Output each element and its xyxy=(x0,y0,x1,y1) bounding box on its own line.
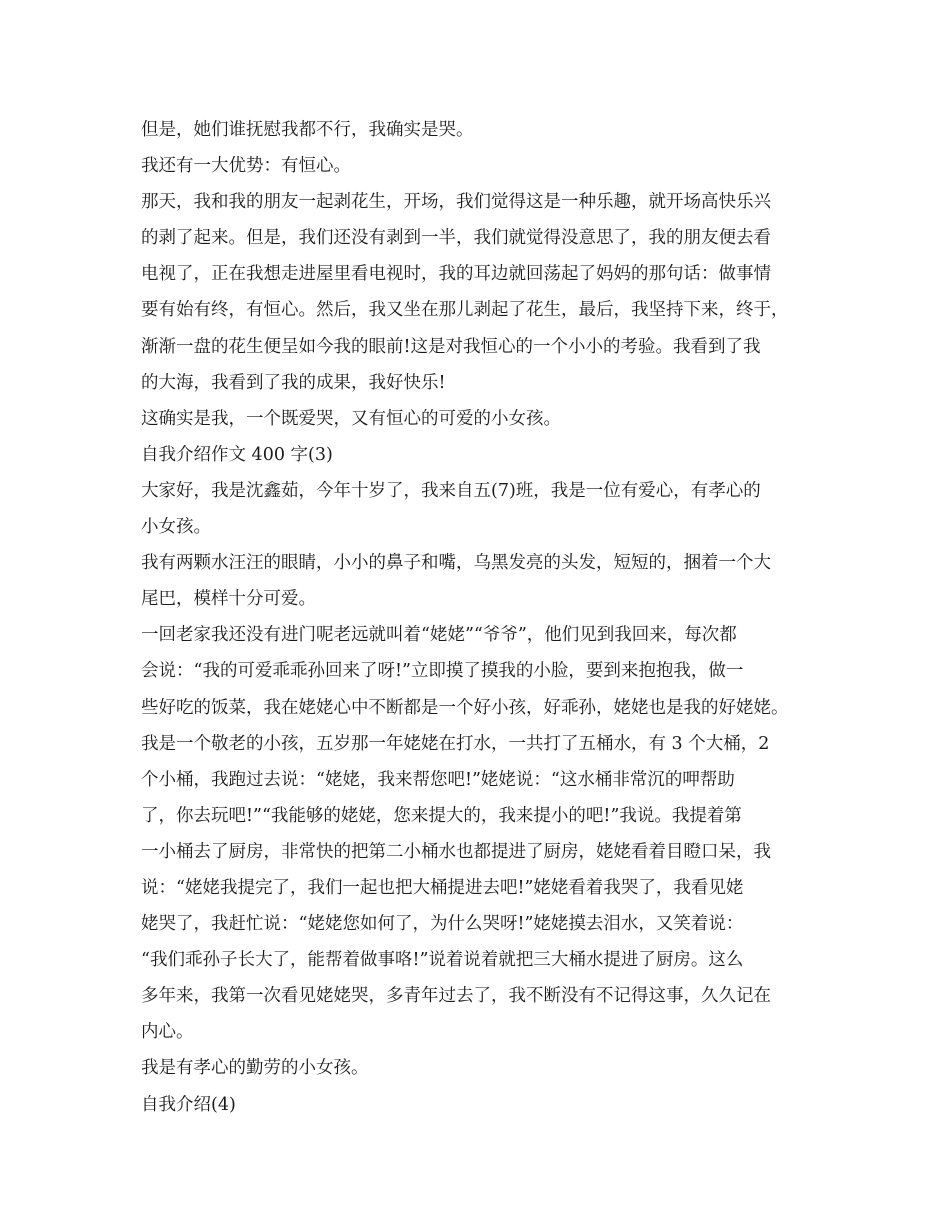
text-line: 的剥了起来。但是，我们还没有剥到一半，我们就觉得没意思了，我的朋友便去看 xyxy=(141,228,771,249)
text-line: 说：“姥姥我提完了，我们一起也把大桶提进去吧!”姥姥看着我哭了，我看见姥 xyxy=(141,877,744,898)
text-line: 会说：“我的可爱乖乖孙回来了呀!”立即摸了摸我的小脸，要到来抱抱我，做一 xyxy=(141,661,744,682)
text-line: 我是有孝心的勤劳的小女孩。 xyxy=(141,1058,369,1079)
text-line: 我是一个敬老的小孩，五岁那一年姥姥在打水，一共打了五桶水，有 3 个大桶，2 xyxy=(141,733,770,754)
text-line: 的大海，我看到了我的成果，我好快乐! xyxy=(141,372,446,393)
section-heading: 自我介绍(4) xyxy=(141,1094,236,1115)
text-line: 小女孩。 xyxy=(141,517,211,538)
text-line: 多年来，我第一次看见姥姥哭，多青年过去了，我不断没有不记得这事，久久记在 xyxy=(141,986,771,1007)
text-line: 些好吃的饭菜，我在姥姥心中不断都是一个好小孩，好乖孙，姥姥也是我的好姥姥。 xyxy=(141,697,789,718)
text-line: 电视了，正在我想走进屋里看电视时，我的耳边就回荡起了妈妈的那句话：做事情 xyxy=(141,264,771,285)
text-line: 一小桶去了厨房，非常快的把第二小桶水也都提进了厨房，姥姥看着目瞪口呆，我 xyxy=(141,841,771,862)
text-line: 姥哭了，我赶忙说：“姥姥您如何了，为什么哭呀!”姥姥摸去泪水，又笑着说： xyxy=(141,914,744,935)
text-line: 内心。 xyxy=(141,1022,194,1043)
text-line: 尾巴，模样十分可爱。 xyxy=(141,589,316,610)
text-line: 我有两颗水汪汪的眼睛，小小的鼻子和嘴，乌黑发亮的头发，短短的，捆着一个大 xyxy=(141,553,771,574)
text-line: 那天，我和我的朋友一起剥花生，开场，我们觉得这是一种乐趣，就开场高快乐兴 xyxy=(141,192,771,213)
text-line: 了，你去玩吧!”“我能够的姥姥，您来提大的，我来提小的吧!”我说。我提着第 xyxy=(141,805,742,826)
text-line: 但是，她们谁抚慰我都不行，我确实是哭。 xyxy=(141,120,474,140)
document-body xyxy=(141,112,821,1123)
section-heading: 自我介绍作文 400 字(3) xyxy=(141,444,333,465)
text-line: 个小桶，我跑过去说：“姥姥，我来帮您吧!”姥姥说：“这水桶非常沉的呷帮助 xyxy=(141,769,735,790)
text-line: 渐渐一盘的花生便呈如今我的眼前!这是对我恒心的一个小小的考验。我看到了我 xyxy=(141,336,761,357)
text-line: 我还有一大优势：有恒心。 xyxy=(141,156,351,177)
text-line: 大家好，我是沈鑫茹，今年十岁了，我来自五(7)班，我是一位有爱心，有孝心的 xyxy=(141,480,761,501)
text-line: 一回老家我还没有进门呢老远就叫着“姥姥”“爷爷”，他们见到我回来，每次都 xyxy=(141,625,737,646)
text-line: 这确实是我，一个既爱哭，又有恒心的可爱的小女孩。 xyxy=(141,408,561,429)
text-line: 要有始有终，有恒心。然后，我又坐在那儿剥起了花生，最后，我坚持下来，终于， xyxy=(141,300,789,321)
text-line: “我们乖孙子长大了，能帮着做事咯!”说着说着就把三大桶水提进了厨房。这么 xyxy=(141,950,744,971)
